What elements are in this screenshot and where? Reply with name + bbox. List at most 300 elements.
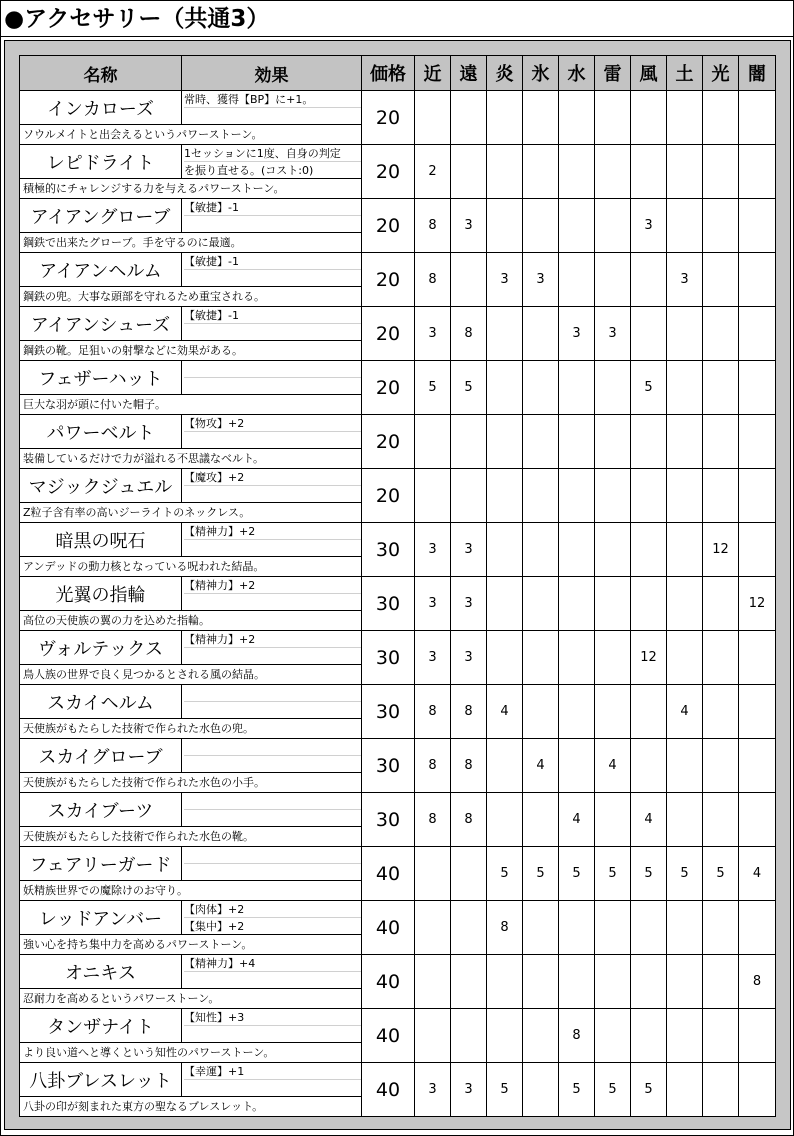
- item-attr-value: [451, 145, 487, 199]
- item-attr-value: [667, 1009, 703, 1063]
- item-effect: [182, 685, 362, 719]
- item-attr-value: 8: [451, 793, 487, 847]
- item-effect: [182, 1063, 362, 1097]
- item-effect-line: 【肉体】+2: [184, 901, 361, 918]
- item-attr-value: [631, 739, 667, 793]
- item-attr-value: [487, 577, 523, 631]
- item-attr-value: [487, 145, 523, 199]
- item-attr-value: 3: [451, 199, 487, 253]
- item-effect-line: [184, 361, 361, 378]
- item-attr-value: [667, 955, 703, 1009]
- item-attr-value: [415, 901, 451, 955]
- item-price: 30: [362, 685, 415, 739]
- item-price: 20: [362, 253, 415, 307]
- item-row: [20, 361, 776, 395]
- item-attr-value: [451, 415, 487, 469]
- item-attr-value: [667, 523, 703, 577]
- item-attr-value: [595, 901, 631, 955]
- item-attr-value: [631, 307, 667, 361]
- item-attr-value: [523, 685, 559, 739]
- item-attr-value: [703, 793, 739, 847]
- item-attr-value: [487, 1009, 523, 1063]
- item-row: [20, 199, 776, 233]
- item-attr-value: [739, 901, 776, 955]
- item-attr-value: [487, 361, 523, 415]
- header-row: [20, 56, 776, 91]
- item-attr-value: [415, 955, 451, 1009]
- item-effect-line: [184, 810, 361, 826]
- item-attr-value: [667, 415, 703, 469]
- item-attr-value: [631, 469, 667, 523]
- item-effect-line: [184, 972, 361, 988]
- item-price: 40: [362, 901, 415, 955]
- item-attr-value: [451, 955, 487, 1009]
- item-name: スカイブーツ: [20, 793, 182, 827]
- item-attr-value: [451, 1009, 487, 1063]
- item-effect-line: [184, 378, 361, 394]
- item-attr-value: [451, 469, 487, 523]
- item-attr-value: [595, 361, 631, 415]
- item-attr-value: [559, 685, 595, 739]
- item-attr-value: [739, 307, 776, 361]
- item-attr-value: 8: [415, 253, 451, 307]
- item-attr-value: [739, 361, 776, 415]
- item-description: 天使族がもたらした技術で作られた水色の靴。: [20, 827, 362, 847]
- item-name: オニキス: [20, 955, 182, 989]
- item-attr-value: 5: [559, 847, 595, 901]
- item-attr-value: [595, 523, 631, 577]
- item-attr-value: [667, 631, 703, 685]
- item-attr-value: [487, 415, 523, 469]
- item-row: [20, 739, 776, 773]
- item-attr-value: [487, 307, 523, 361]
- item-row: [20, 91, 776, 125]
- item-description: 天使族がもたらした技術で作られた水色の兜。: [20, 719, 362, 739]
- item-attr-value: [523, 469, 559, 523]
- item-effect-line: [184, 1080, 361, 1096]
- item-effect-line: [184, 739, 361, 756]
- item-attr-value: 3: [487, 253, 523, 307]
- item-effect: [182, 199, 362, 233]
- item-attr-value: [703, 1009, 739, 1063]
- item-attr-value: 5: [559, 1063, 595, 1117]
- header-attr: 光: [703, 56, 739, 91]
- item-attr-value: [559, 253, 595, 307]
- item-row: [20, 631, 776, 665]
- item-attr-value: [559, 415, 595, 469]
- item-attr-value: 5: [667, 847, 703, 901]
- item-attr-value: [595, 955, 631, 1009]
- item-effect-line: [184, 216, 361, 232]
- item-attr-value: 8: [559, 1009, 595, 1063]
- item-name: レピドライト: [20, 145, 182, 179]
- item-attr-value: [703, 901, 739, 955]
- item-attr-value: [631, 685, 667, 739]
- item-effect: [182, 91, 362, 125]
- item-attr-value: 8: [415, 685, 451, 739]
- item-attr-value: [739, 469, 776, 523]
- item-effect-line: [184, 324, 361, 340]
- header-attr: 土: [667, 56, 703, 91]
- item-attr-value: 3: [595, 307, 631, 361]
- item-attr-value: [703, 361, 739, 415]
- item-price: 40: [362, 1009, 415, 1063]
- item-attr-value: [487, 91, 523, 145]
- item-description: 妖精族世界での魔除けのお守り。: [20, 881, 362, 901]
- item-attr-value: [739, 253, 776, 307]
- item-effect-line: [184, 432, 361, 448]
- item-attr-value: [415, 91, 451, 145]
- item-description: 鋼鉄の靴。足狙いの射撃などに効果がある。: [20, 341, 362, 361]
- item-attr-value: [739, 145, 776, 199]
- item-attr-value: 12: [739, 577, 776, 631]
- item-description: 装備しているだけで力が溢れる不思議なベルト。: [20, 449, 362, 469]
- item-attr-value: [523, 523, 559, 577]
- item-description: 鋼鉄の兜。大事な頭部を守れるため重宝される。: [20, 287, 362, 307]
- item-attr-value: [559, 523, 595, 577]
- item-attr-value: 3: [667, 253, 703, 307]
- item-effect-line: [184, 702, 361, 718]
- item-attr-value: 5: [703, 847, 739, 901]
- item-attr-value: [631, 91, 667, 145]
- item-description: 鳥人族の世界で良く見つかるとされる風の結晶。: [20, 665, 362, 685]
- item-attr-value: [523, 199, 559, 253]
- item-attr-value: 3: [631, 199, 667, 253]
- item-attr-value: [595, 253, 631, 307]
- item-row: [20, 415, 776, 449]
- item-attr-value: [487, 199, 523, 253]
- item-attr-value: [703, 955, 739, 1009]
- item-attr-value: [559, 469, 595, 523]
- item-attr-value: [631, 253, 667, 307]
- item-attr-value: [703, 469, 739, 523]
- item-row: [20, 793, 776, 827]
- item-attr-value: [523, 1009, 559, 1063]
- item-price: 20: [362, 361, 415, 415]
- item-attr-value: [667, 307, 703, 361]
- item-effect-line: [184, 108, 361, 124]
- item-attr-value: [415, 1009, 451, 1063]
- item-attr-value: 4: [487, 685, 523, 739]
- item-attr-value: [631, 577, 667, 631]
- item-attr-value: 3: [559, 307, 595, 361]
- item-effect: [182, 1009, 362, 1043]
- item-attr-value: 3: [451, 577, 487, 631]
- item-attr-value: [595, 577, 631, 631]
- item-attr-value: [487, 523, 523, 577]
- item-attr-value: 12: [703, 523, 739, 577]
- item-attr-value: 3: [451, 523, 487, 577]
- item-description: ソウルメイトと出会えるというパワーストーン。: [20, 125, 362, 145]
- item-attr-value: [667, 793, 703, 847]
- item-row: [20, 307, 776, 341]
- item-attr-value: 5: [631, 1063, 667, 1117]
- item-attr-value: [667, 91, 703, 145]
- item-name: フェザーハット: [20, 361, 182, 395]
- item-price: 20: [362, 199, 415, 253]
- item-price: 20: [362, 469, 415, 523]
- item-description: 積極的にチャレンジする力を与えるパワーストーン。: [20, 179, 362, 199]
- item-effect-line: [184, 756, 361, 772]
- item-price: 20: [362, 91, 415, 145]
- item-price: 30: [362, 631, 415, 685]
- item-effect-line: 【知性】+3: [184, 1009, 361, 1026]
- item-attr-value: [703, 307, 739, 361]
- item-rows: [20, 91, 776, 1117]
- item-attr-value: [739, 1009, 776, 1063]
- item-row: [20, 577, 776, 611]
- item-attr-value: 5: [595, 1063, 631, 1117]
- item-effect: [182, 901, 362, 935]
- item-attr-value: [559, 577, 595, 631]
- header-attr: 炎: [487, 56, 523, 91]
- item-attr-value: [595, 91, 631, 145]
- item-effect: [182, 523, 362, 557]
- item-price: 40: [362, 955, 415, 1009]
- item-attr-value: [739, 793, 776, 847]
- item-effect-line: [184, 847, 361, 864]
- item-attr-value: [451, 847, 487, 901]
- item-attr-value: [631, 901, 667, 955]
- item-effect: [182, 469, 362, 503]
- item-attr-value: [703, 685, 739, 739]
- item-effect: [182, 955, 362, 989]
- header-effect: 効果: [182, 56, 362, 91]
- item-name: アイアンヘルム: [20, 253, 182, 287]
- item-attr-value: 8: [739, 955, 776, 1009]
- item-attr-value: 3: [415, 523, 451, 577]
- item-effect-line: を振り直せる。(コスト:0): [184, 164, 314, 177]
- item-row: [20, 1009, 776, 1043]
- item-row: [20, 955, 776, 989]
- item-attr-value: 8: [451, 307, 487, 361]
- item-attr-value: [523, 793, 559, 847]
- header-attr: 遠: [451, 56, 487, 91]
- item-attr-value: [739, 685, 776, 739]
- item-price: 30: [362, 523, 415, 577]
- item-attr-value: 5: [631, 847, 667, 901]
- item-effect-line: 【精神力】+2: [184, 577, 361, 594]
- item-name: タンザナイト: [20, 1009, 182, 1043]
- item-attr-value: [559, 361, 595, 415]
- item-attr-value: [667, 361, 703, 415]
- item-name: フェアリーガード: [20, 847, 182, 881]
- item-attr-value: [739, 91, 776, 145]
- item-description: 八卦の印が刻まれた東方の聖なるブレスレット。: [20, 1097, 362, 1117]
- item-attr-value: [703, 1063, 739, 1117]
- item-effect: [182, 847, 362, 881]
- item-attr-value: [415, 415, 451, 469]
- item-attr-value: 4: [739, 847, 776, 901]
- item-attr-value: [631, 523, 667, 577]
- item-attr-value: [523, 415, 559, 469]
- header-attr: 雷: [595, 56, 631, 91]
- item-attr-value: [667, 469, 703, 523]
- item-effect-line: [184, 864, 361, 880]
- item-effect: [182, 631, 362, 665]
- item-name: アイアングローブ: [20, 199, 182, 233]
- item-attr-value: [739, 1063, 776, 1117]
- header-price: 価格: [362, 56, 415, 91]
- item-effect-line: 【精神力】+2: [184, 523, 361, 540]
- item-attr-value: 3: [415, 577, 451, 631]
- item-name: スカイグローブ: [20, 739, 182, 773]
- item-effect-line: 【精神力】+2: [184, 631, 361, 648]
- header-attr: 氷: [523, 56, 559, 91]
- item-attr-value: [595, 145, 631, 199]
- item-description: 忍耐力を高めるというパワーストーン。: [20, 989, 362, 1009]
- item-attr-value: [595, 631, 631, 685]
- item-attr-value: [559, 199, 595, 253]
- header-attr: 近: [415, 56, 451, 91]
- item-attr-value: 4: [667, 685, 703, 739]
- item-attr-value: [451, 901, 487, 955]
- item-effect-line: 【精神力】+4: [184, 955, 361, 972]
- item-effect-line: 【敏捷】-1: [184, 199, 361, 216]
- item-row: [20, 469, 776, 503]
- item-attr-value: 5: [415, 361, 451, 415]
- item-attr-value: 8: [487, 901, 523, 955]
- item-attr-value: [415, 847, 451, 901]
- item-attr-value: 3: [451, 1063, 487, 1117]
- item-attr-value: [523, 631, 559, 685]
- item-attr-value: [559, 901, 595, 955]
- item-attr-value: [703, 253, 739, 307]
- item-attr-value: [739, 523, 776, 577]
- item-price: 40: [362, 847, 415, 901]
- item-attr-value: 8: [451, 685, 487, 739]
- item-attr-value: [559, 955, 595, 1009]
- item-row: [20, 145, 776, 179]
- header-name: 名称: [20, 56, 182, 91]
- item-description: Z粒子含有率の高いジーライトのネックレス。: [20, 503, 362, 523]
- header-attr: 水: [559, 56, 595, 91]
- item-row: [20, 1063, 776, 1097]
- item-attr-value: [523, 145, 559, 199]
- item-attr-value: 3: [523, 253, 559, 307]
- item-row: [20, 901, 776, 935]
- item-attr-value: [667, 199, 703, 253]
- item-attr-value: [415, 469, 451, 523]
- item-effect-line: [184, 793, 361, 810]
- item-effect-line: 【物攻】+2: [184, 415, 361, 432]
- item-description: 巨大な羽が頭に付いた帽子。: [20, 395, 362, 415]
- item-effect: [182, 145, 362, 179]
- item-attr-value: [523, 91, 559, 145]
- item-row: [20, 523, 776, 557]
- item-name: 暗黒の呪石: [20, 523, 182, 557]
- item-attr-value: [451, 253, 487, 307]
- item-attr-value: 3: [451, 631, 487, 685]
- item-attr-value: [703, 739, 739, 793]
- item-attr-value: [631, 415, 667, 469]
- item-attr-value: [523, 955, 559, 1009]
- item-attr-value: 5: [487, 847, 523, 901]
- item-attr-value: [667, 145, 703, 199]
- item-attr-value: [559, 91, 595, 145]
- item-attr-value: 8: [415, 199, 451, 253]
- item-name: 八卦ブレスレット: [20, 1063, 182, 1097]
- item-effect-line: [184, 685, 361, 702]
- item-name: インカローズ: [20, 91, 182, 125]
- item-attr-value: [739, 199, 776, 253]
- item-attr-value: [595, 469, 631, 523]
- item-effect-line: 1セッションに1度、自身の判定: [184, 145, 361, 162]
- item-attr-value: [703, 91, 739, 145]
- item-row: [20, 847, 776, 881]
- item-effect: [182, 739, 362, 773]
- item-name: スカイヘルム: [20, 685, 182, 719]
- accessory-table: [19, 55, 776, 1117]
- item-attr-value: 2: [415, 145, 451, 199]
- item-attr-value: [667, 901, 703, 955]
- item-effect-line: [184, 594, 361, 610]
- item-effect-line: [184, 648, 361, 664]
- item-effect: [182, 793, 362, 827]
- item-effect: [182, 361, 362, 395]
- item-attr-value: [487, 739, 523, 793]
- title-divider: [0, 36, 794, 37]
- item-attr-value: [523, 307, 559, 361]
- item-attr-value: [451, 91, 487, 145]
- page-title: ●アクセサリー（共通3）: [4, 6, 270, 32]
- item-attr-value: [667, 577, 703, 631]
- item-attr-value: 4: [559, 793, 595, 847]
- item-attr-value: [595, 415, 631, 469]
- item-attr-value: [703, 415, 739, 469]
- item-attr-value: [523, 1063, 559, 1117]
- item-price: 30: [362, 739, 415, 793]
- item-attr-value: [631, 955, 667, 1009]
- item-effect: [182, 307, 362, 341]
- item-attr-value: [739, 631, 776, 685]
- item-attr-value: 3: [415, 307, 451, 361]
- item-attr-value: [667, 739, 703, 793]
- item-attr-value: 4: [523, 739, 559, 793]
- item-attr-value: [739, 415, 776, 469]
- item-attr-value: [595, 685, 631, 739]
- item-attr-value: 5: [631, 361, 667, 415]
- item-effect-line: 【幸運】+1: [184, 1063, 361, 1080]
- item-attr-value: [631, 1009, 667, 1063]
- item-attr-value: 12: [631, 631, 667, 685]
- item-name: ヴォルテックス: [20, 631, 182, 665]
- item-effect: [182, 577, 362, 611]
- header-attr: 闇: [739, 56, 776, 91]
- item-attr-value: [595, 1009, 631, 1063]
- item-name: パワーベルト: [20, 415, 182, 449]
- item-attr-value: 8: [415, 739, 451, 793]
- item-price: 30: [362, 793, 415, 847]
- item-attr-value: [559, 739, 595, 793]
- item-name: マジックジュエル: [20, 469, 182, 503]
- header-attr: 風: [631, 56, 667, 91]
- item-attr-value: [559, 145, 595, 199]
- item-attr-value: [739, 739, 776, 793]
- item-attr-value: [703, 145, 739, 199]
- item-name: レッドアンバー: [20, 901, 182, 935]
- item-name: 光翼の指輪: [20, 577, 182, 611]
- item-attr-value: 5: [487, 1063, 523, 1117]
- item-name: アイアンシューズ: [20, 307, 182, 341]
- item-effect-line: 【魔攻】+2: [184, 469, 361, 486]
- item-attr-value: [523, 901, 559, 955]
- item-price: 20: [362, 307, 415, 361]
- item-attr-value: [487, 793, 523, 847]
- item-attr-value: 5: [523, 847, 559, 901]
- item-effect-line: [184, 540, 361, 556]
- item-effect-line: [184, 1026, 361, 1042]
